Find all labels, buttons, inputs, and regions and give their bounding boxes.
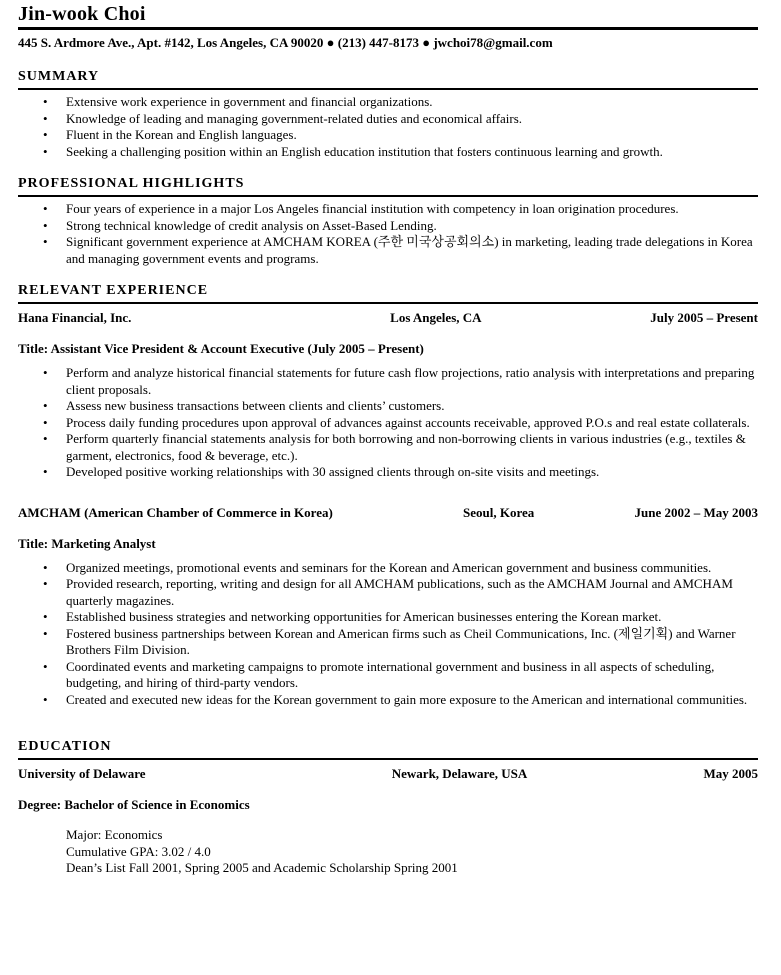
- highlights-list: [18, 201, 758, 267]
- honors: Dean’s List Fall 2001, Spring 2005 and Academic Scholarship Spring 2001: [66, 860, 458, 875]
- job-company: AMCHAM (American Chamber of Commerce in Korea): [18, 504, 333, 520]
- job-duties-hana: [18, 365, 758, 481]
- education-details: [18, 827, 758, 877]
- list-item: • Organized meetings, promotional events and seminars for the Korean and American government and business communities.: [18, 560, 758, 577]
- contact-line: 445 S. Ardmore Ave., Apt. #142, Los Angeles, CA 90020 ● (213) 447-8173 ● jwchoi78@gmail.com: [18, 35, 553, 50]
- list-item: • Fostered business partnerships between Korean and American firms such as Cheil Communications, Inc. (제일기획) and Warner Brothers Film Division.: [18, 626, 758, 659]
- job-dates: July 2005 – Present: [650, 310, 758, 325]
- job-title: Title: Assistant Vice President & Account Executive (July 2005 – Present): [18, 341, 424, 356]
- summary-list: [18, 94, 758, 160]
- major: Major: Economics: [66, 827, 163, 842]
- summary-divider: [18, 88, 758, 90]
- list-item: • Perform quarterly financial statements analysis for both borrowing and non-borrowing clients in various industries (e.g., textiles & garment, electronics, food & beverage, etc.).: [18, 431, 758, 464]
- candidate-name: Jin-wook Choi: [18, 3, 146, 25]
- list-item: • Coordinated events and marketing campaigns to promote international government and business in all aspects of scheduling, budgeting, and hiring of third-party vendors.: [18, 659, 758, 692]
- degree: Degree: Bachelor of Science in Economics: [18, 797, 250, 812]
- job-location: Seoul, Korea: [463, 504, 535, 520]
- gpa: Cumulative GPA: 3.02 / 4.0: [66, 843, 211, 859]
- education-heading: EDUCATION: [18, 739, 112, 754]
- list-item: • Strong technical knowledge of credit analysis on Asset-Based Lending.: [18, 218, 758, 235]
- list-item: • Developed positive working relationships with 30 assigned clients through on-site visits and meetings.: [18, 464, 758, 481]
- experience-divider: [18, 302, 758, 304]
- list-item: • Seeking a challenging position within an English education institution that fosters continuous learning and growth.: [18, 144, 758, 161]
- highlights-heading: PROFESSIONAL HIGHLIGHTS: [18, 176, 245, 191]
- spacer: [18, 481, 758, 499]
- job-title: Title: Marketing Analyst: [18, 535, 156, 551]
- school-name: University of Delaware: [18, 766, 146, 781]
- list-item: • Established business strategies and networking opportunities for American businesses entering the Korean market.: [18, 609, 758, 626]
- highlights-divider: [18, 195, 758, 197]
- job-header-hana: [18, 310, 758, 328]
- list-item: • Perform and analyze historical financial statements for future cash flow projections, ratio analysis with interpretations and preparing client proposals.: [18, 365, 758, 398]
- experience-heading: RELEVANT EXPERIENCE: [18, 283, 209, 298]
- job-dates: June 2002 – May 2003: [634, 504, 758, 520]
- education-header: [18, 766, 758, 784]
- list-item: • Created and executed new ideas for the Korean government to gain more exposure to the American and international communities.: [18, 692, 758, 709]
- education-divider: [18, 758, 758, 760]
- graduation-date: May 2005: [703, 766, 758, 781]
- job-company: Hana Financial, Inc.: [18, 310, 132, 325]
- list-item: • Process daily funding procedures upon approval of advances against accounts receivable, approved P.O.s and real estate collaterals.: [18, 415, 758, 432]
- job-duties-amcham: [18, 560, 758, 709]
- list-item: • Extensive work experience in government and financial organizations.: [18, 94, 758, 111]
- summary-heading: SUMMARY: [18, 69, 100, 84]
- list-item: • Four years of experience in a major Los Angeles financial institution with competency in loan origination procedures.: [18, 201, 758, 218]
- list-item: • Assess new business transactions between clients and clients’ customers.: [18, 398, 758, 415]
- list-item: • Provided research, reporting, writing and design for all AMCHAM publications, such as the AMCHAM Journal and AMCHAM quarterly magazines.: [18, 576, 758, 609]
- header-divider: [18, 27, 758, 30]
- list-item: • Significant government experience at AMCHAM KOREA (주한 미국상공회의소) in marketing, leading trade delegations in Korea and managing government events and programs.: [18, 234, 758, 267]
- job-location: Los Angeles, CA: [390, 310, 482, 325]
- job-header-amcham: [18, 505, 758, 523]
- list-item: • Knowledge of leading and managing government-related duties and economical affairs.: [18, 111, 758, 128]
- list-item: • Fluent in the Korean and English languages.: [18, 127, 758, 144]
- school-location: Newark, Delaware, USA: [391, 766, 528, 781]
- resume-page: [18, 0, 758, 877]
